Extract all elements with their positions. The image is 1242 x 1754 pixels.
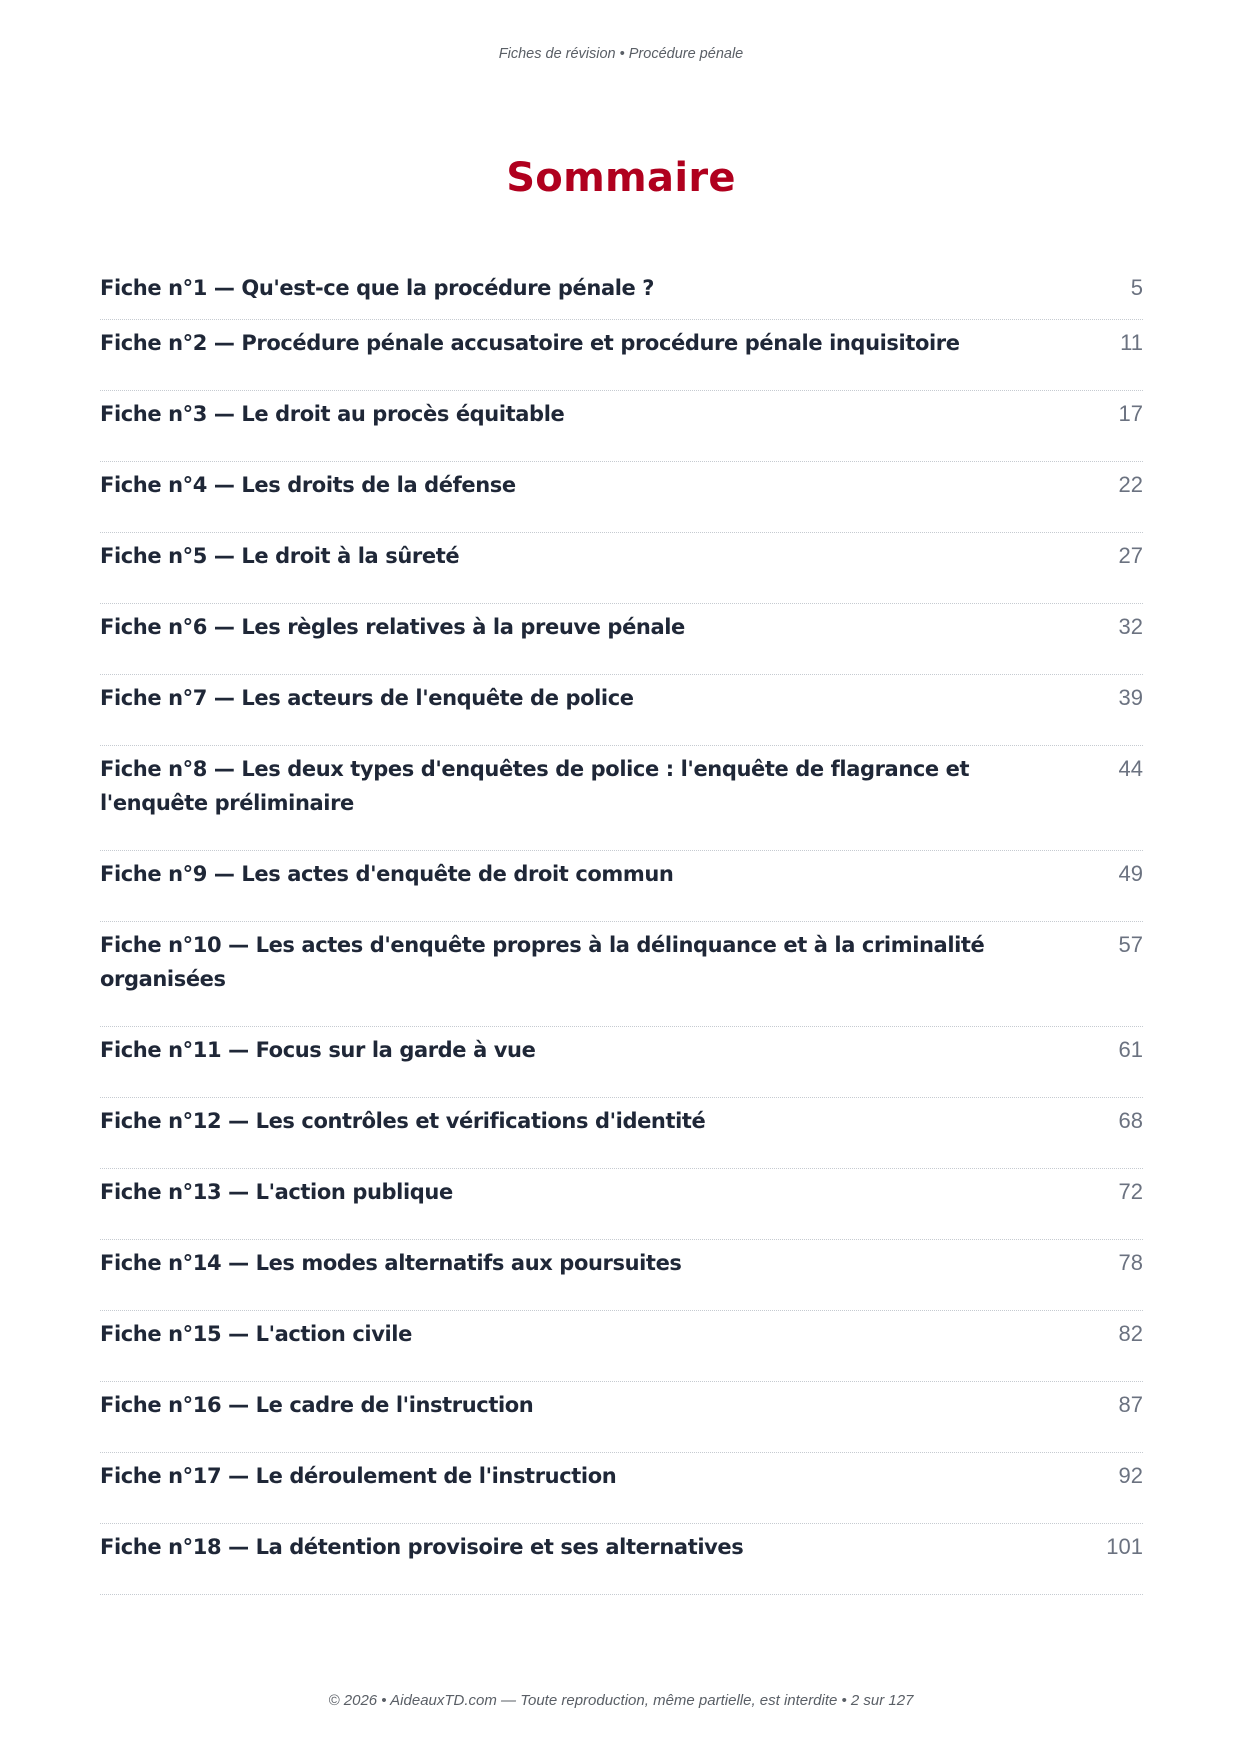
toc-entry-title[interactable]: Fiche n°14 — Les modes alternatifs aux poursuites <box>100 1251 682 1275</box>
toc-entry-page: 68 <box>1118 1108 1143 1133</box>
toc-entry-page: 39 <box>1118 685 1143 710</box>
toc-entry-2[interactable] <box>100 320 1143 391</box>
toc-entry-title[interactable]: Fiche n°5 — Le droit à la sûreté <box>100 544 460 568</box>
toc-entry-title[interactable]: Fiche n°13 — L'action publique <box>100 1180 453 1204</box>
toc-entry-title[interactable]: Fiche n°1 — Qu'est-ce que la procédure pénale ? <box>100 276 655 300</box>
toc-entry-11[interactable] <box>100 1027 1143 1098</box>
toc-entry-1[interactable] <box>100 262 1143 320</box>
toc-entry-page: 49 <box>1118 861 1143 886</box>
toc-entry-page: 101 <box>1106 1534 1143 1559</box>
toc-entry-6[interactable] <box>100 604 1143 675</box>
toc-entry-title[interactable]: Fiche n°15 — L'action civile <box>100 1322 412 1346</box>
toc-entry-title[interactable]: Fiche n°3 — Le droit au procès équitable <box>100 402 565 426</box>
toc-entry-3[interactable] <box>100 391 1143 462</box>
toc-entry-page: 11 <box>1120 330 1143 355</box>
toc-entry-12[interactable] <box>100 1098 1143 1169</box>
running-header: Fiches de révision • Procédure pénale <box>498 46 744 62</box>
toc-entry-title[interactable]: Fiche n°16 — Le cadre de l'instruction <box>100 1393 534 1417</box>
toc-entry-page: 44 <box>1118 756 1143 781</box>
toc-entry-page: 72 <box>1118 1179 1143 1204</box>
toc-entry-17[interactable] <box>100 1453 1143 1524</box>
toc-entry-title[interactable]: Fiche n°11 — Focus sur la garde à vue <box>100 1038 536 1062</box>
toc-entry-8[interactable] <box>100 746 1143 851</box>
toc-entry-page: 92 <box>1118 1463 1143 1488</box>
toc-entry-title[interactable]: Fiche n°7 — Les acteurs de l'enquête de police <box>100 686 634 710</box>
toc-entry-10[interactable] <box>100 922 1143 1027</box>
table-of-contents <box>100 262 1143 1595</box>
toc-entry-page: 78 <box>1118 1250 1143 1275</box>
toc-entry-page: 61 <box>1118 1037 1143 1062</box>
toc-entry-5[interactable] <box>100 533 1143 604</box>
toc-entry-title[interactable]: Fiche n°6 — Les règles relatives à la preuve pénale <box>100 615 685 639</box>
page-title: Sommaire <box>506 155 736 201</box>
toc-entry-9[interactable] <box>100 851 1143 922</box>
toc-entry-page: 82 <box>1118 1321 1143 1346</box>
toc-entry-page: 57 <box>1118 932 1143 957</box>
toc-entry-title[interactable]: Fiche n°18 — La détention provisoire et ses alternatives <box>100 1535 744 1559</box>
toc-entry-title[interactable]: Fiche n°12 — Les contrôles et vérifications d'identité <box>100 1109 706 1133</box>
toc-entry-title[interactable]: Fiche n°9 — Les actes d'enquête de droit commun <box>100 862 674 886</box>
toc-entry-page: 87 <box>1118 1392 1143 1417</box>
page-footer: © 2026 • AideauxTD.com — Toute reproduction, même partielle, est interdite • 2 sur 127 <box>328 1692 914 1709</box>
toc-entry-page: 27 <box>1118 543 1143 568</box>
toc-entry-page: 5 <box>1130 275 1143 300</box>
toc-entry-title[interactable]: Fiche n°8 — Les deux types d'enquêtes de police : l'enquête de flagrance et l'enquête préliminaire <box>100 757 970 815</box>
toc-entry-page: 17 <box>1118 401 1143 426</box>
toc-entry-title[interactable]: Fiche n°4 — Les droits de la défense <box>100 473 516 497</box>
toc-entry-title[interactable]: Fiche n°10 — Les actes d'enquête propres à la délinquance et à la criminalité organisées <box>100 933 985 991</box>
toc-entry-title[interactable]: Fiche n°17 — Le déroulement de l'instruction <box>100 1464 617 1488</box>
toc-entry-title[interactable]: Fiche n°2 — Procédure pénale accusatoire et procédure pénale inquisitoire <box>100 331 960 355</box>
toc-entry-page: 32 <box>1118 614 1143 639</box>
toc-entry-13[interactable] <box>100 1169 1143 1240</box>
toc-entry-18[interactable] <box>100 1524 1143 1595</box>
toc-entry-page: 22 <box>1118 472 1143 497</box>
toc-entry-14[interactable] <box>100 1240 1143 1311</box>
toc-entry-7[interactable] <box>100 675 1143 746</box>
toc-entry-16[interactable] <box>100 1382 1143 1453</box>
toc-entry-15[interactable] <box>100 1311 1143 1382</box>
toc-entry-4[interactable] <box>100 462 1143 533</box>
